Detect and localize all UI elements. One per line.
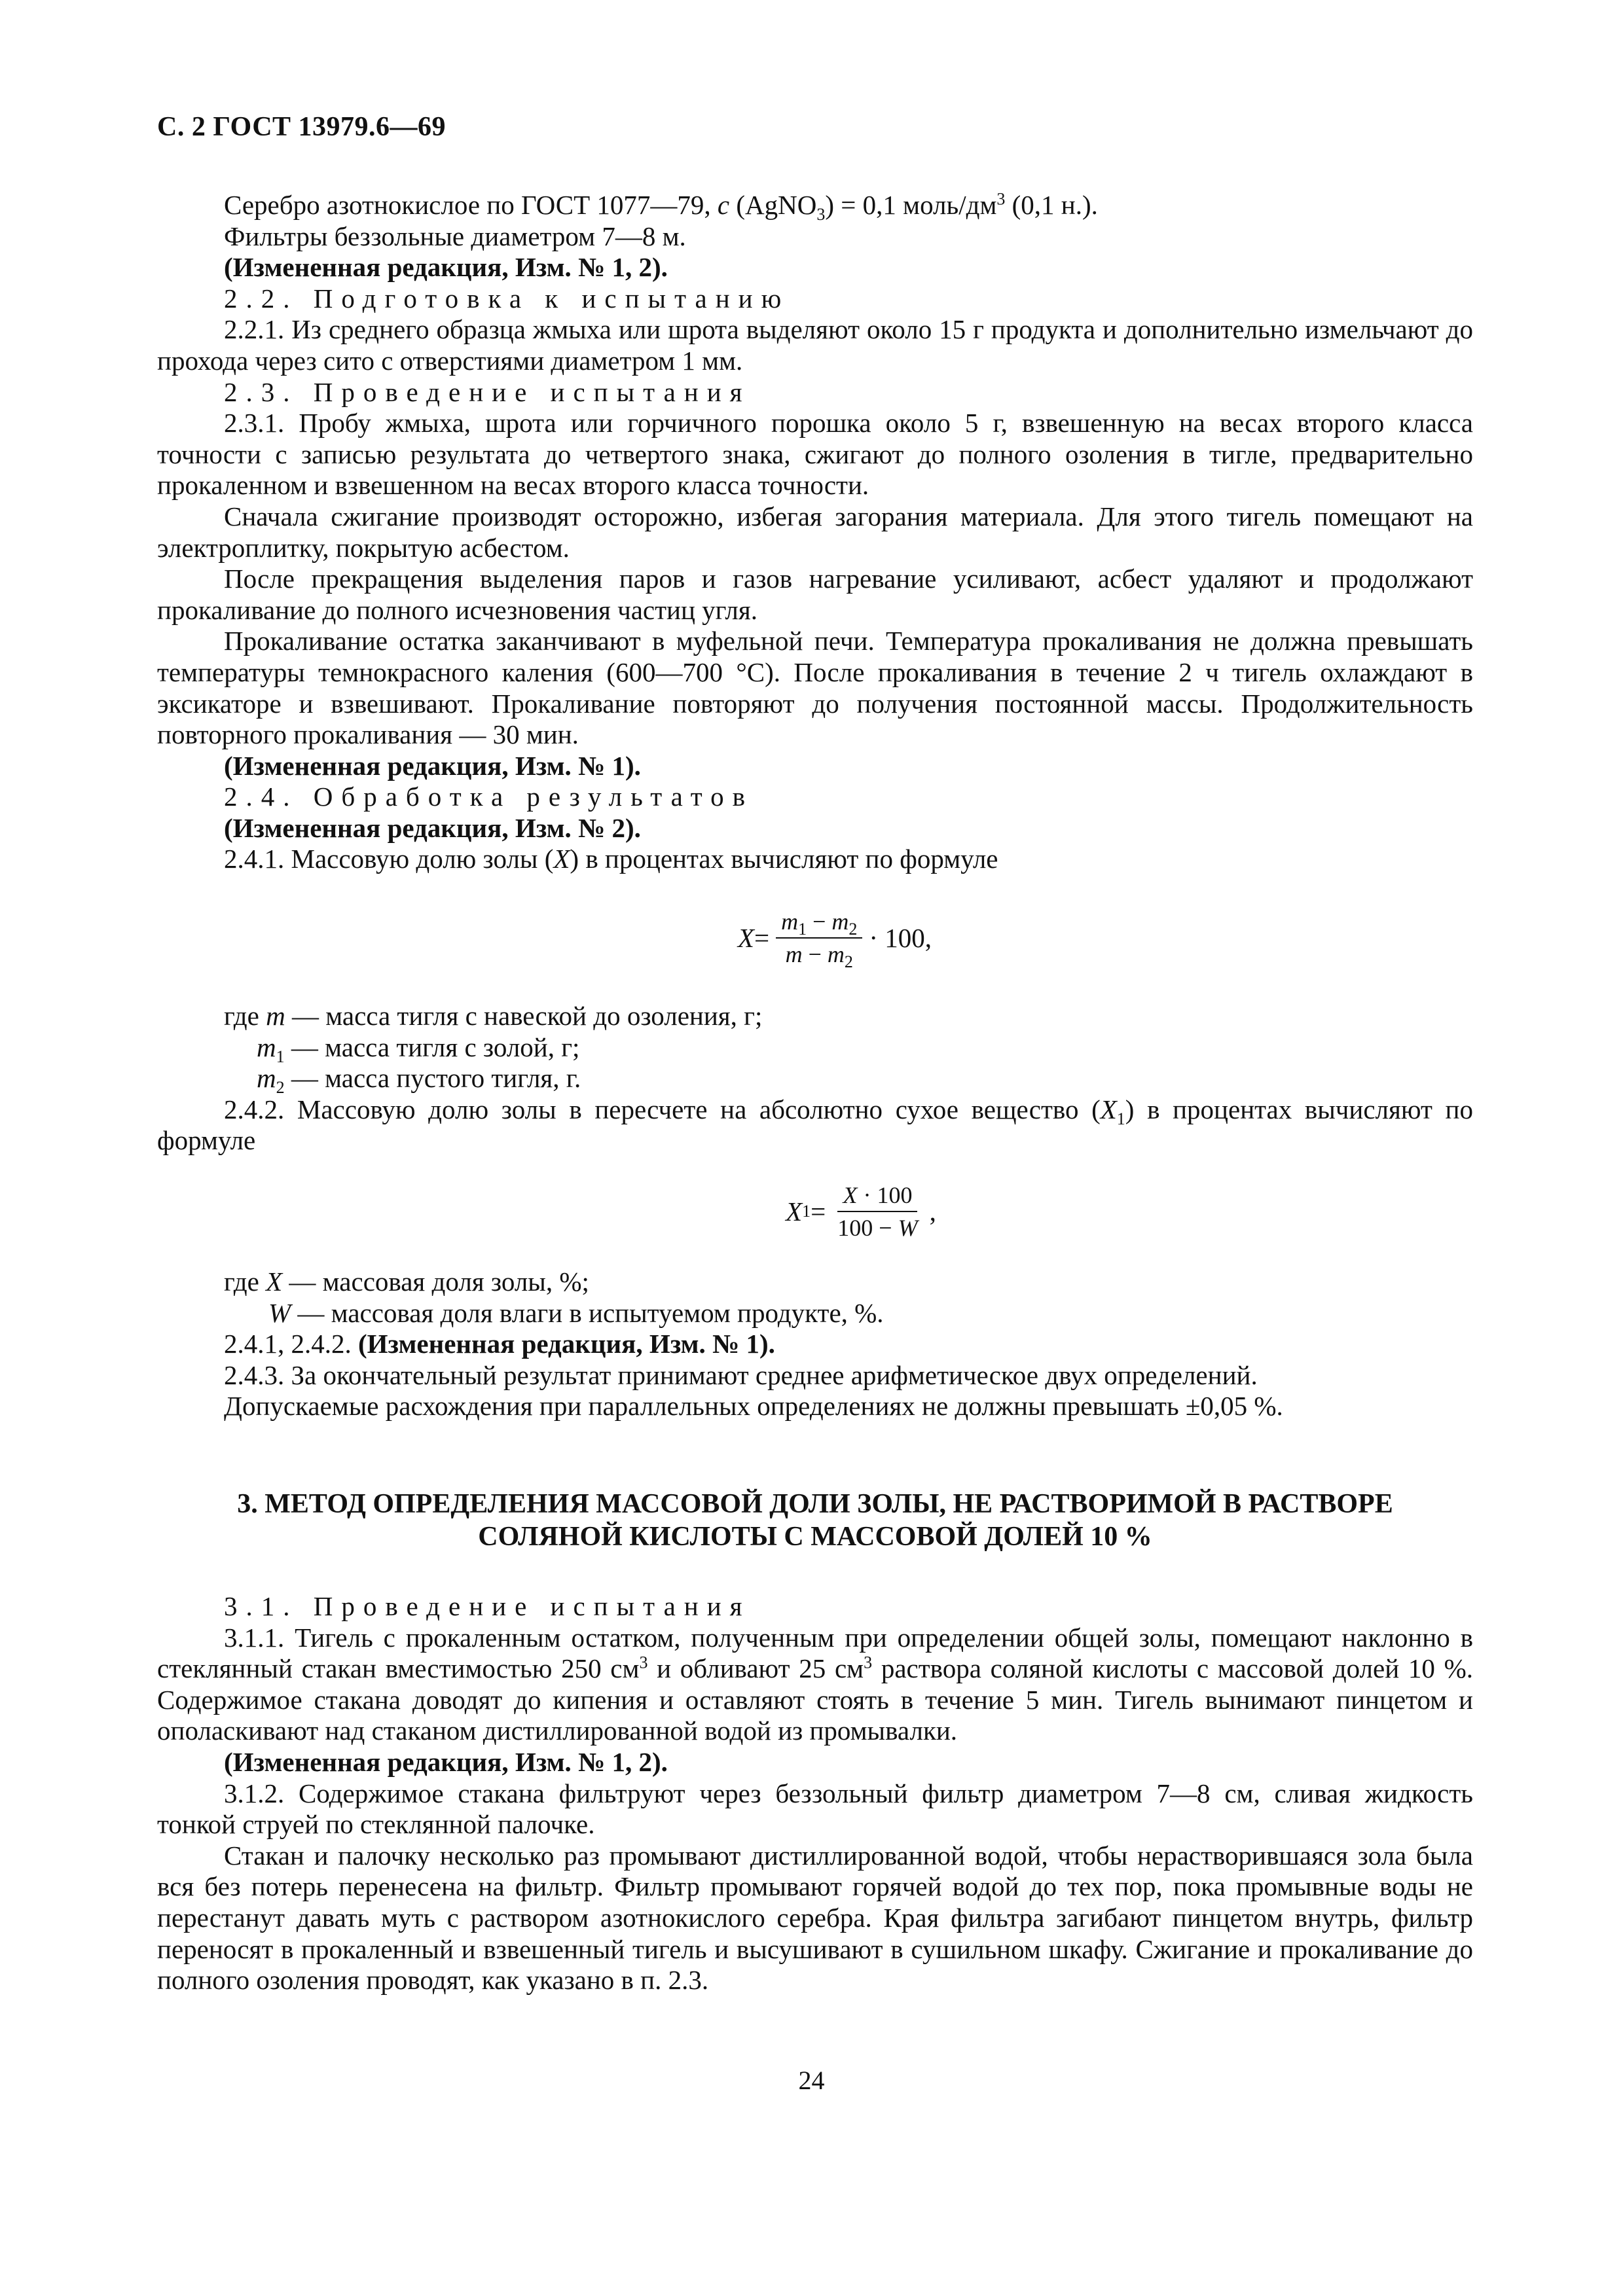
section-heading-2-4: 2.4. Обработка результатов — [224, 781, 754, 812]
formula-dry-basis: X 1 = $\frac{X \cdot 100}{100 - W}$ , — [786, 1182, 936, 1242]
paragraph-filters: Фильтры беззольные диаметром 7—8 м. — [224, 221, 686, 251]
formula-fraction: $\frac{m_1 - m_2}{m - m_2}$ — [776, 910, 862, 966]
variable-definition: где m — масса тигля с навеской до озоления, г; — [224, 1001, 763, 1031]
variable-definition: $m_1$ — масса тигля с золой, г; — [257, 1031, 580, 1066]
amendment-note: (Измененная редакция, Изм. № 2). — [224, 812, 641, 843]
amendment-note: (Измененная редакция, Изм. № 1, 2). — [224, 1746, 668, 1777]
paragraph-calcination: Прокаливание остатка заканчивают в муфельной печи. Температура прокаливания не должна превышать температуры темнокрасного каления (600—700 °С). После прокаливания в течение 2 ч тигель охлаждают в эксикаторе и взвешивают. Прокаливание повторяют до получения постоянной массы. Продолжительность повторного прокаливания — 30 мин. — [157, 626, 1473, 750]
formula-fraction: $\frac{X \cdot 100}{100 - W}$ — [837, 1182, 918, 1242]
formula-ash-fraction: X = $\frac{m_1 - m_2}{m - m_2}$ · 100, — [737, 908, 932, 972]
paragraph-3-1-2: 3.1.2. Содержимое стакана фильтруют через беззольный фильтр диаметром 7—8 см, сливая жидкость тонкой струей по стеклянной палочке. — [157, 1778, 1473, 1840]
section-heading-2-3: 2.3. Проведение испытания — [224, 376, 751, 407]
page-number: 24 — [798, 2066, 825, 2095]
paragraph-2-2-1: 2.2.1. Из среднего образца жмыха или шрота выделяют около 15 г продукта и дополнительно измельчают до прохода через сито с отверстиями диаметром 1 мм. — [157, 314, 1473, 376]
variable-definition: $m_2$ — масса пустого тигля, г. — [257, 1063, 581, 1098]
paragraph-rinse: Стакан и палочку несколько раз промывают дистиллированной водой, чтобы нерастворившаяся зола была вся без потерь перенесена на фильтр. Фильтр промывают горячей водой до тех пор, пока промывные воды не перестанут давать муть с раствором азотнокислого серебра. Края фильтра загибают пинцетом внутрь, фильтр переносят в прокаленный и взвешенный тигель и высушивают в сушильном шкафу. Сжигание и прокаливание до полного озоления проводят, как указано в п. 2.3. — [157, 1840, 1473, 1996]
page-header: С. 2 ГОСТ 13979.6—69 — [157, 112, 447, 142]
section-3-title: 3. МЕТОД ОПРЕДЕЛЕНИЯ МАССОВОЙ ДОЛИ ЗОЛЫ, НЕ РАСТВОРИМОЙ В РАСТВОРЕ СОЛЯНОЙ КИСЛОТЫ С МАССОВОЙ ДОЛЕЙ 10 % — [237, 1489, 1393, 1552]
section-heading-3-1: 3.1. Проведение испытания — [224, 1591, 751, 1621]
paragraph-tolerance: Допускаемые расхождения при параллельных определениях не должны превышать ±0,05 %. — [224, 1391, 1283, 1422]
variable-definition: W — массовая доля влаги в испытуемом продукте, %. — [268, 1297, 884, 1328]
amendment-note: (Измененная редакция, Изм. № 1). — [224, 750, 641, 781]
variable-definition: где X — массовая доля золы, %; — [224, 1266, 589, 1297]
paragraph-2-4-1: 2.4.1. Массовую долю золы (X) в процентах вычисляют по формуле — [224, 844, 998, 874]
paragraph-silver-nitrate: Серебро азотнокислое по ГОСТ 1077—79, c (AgNO$_3$) = 0,1 моль/$дм^3$ (0,1 н.). — [224, 189, 1098, 224]
section-heading-2-2: 2.2. Подготовка к испытанию — [224, 283, 790, 314]
paragraph-2-4-2: 2.4.2. Массовую долю золы в пересчете на абсолютно сухое вещество $(X_1)$ в процентах вычисляют по формуле — [157, 1094, 1473, 1156]
page-content — [157, 190, 1473, 1996]
paragraph-2-4-3: 2.4.3. За окончательный результат принимают среднее арифметическое двух определений. — [224, 1359, 1258, 1390]
amendment-note: (Измененная редакция, Изм. № 1, 2). — [224, 252, 668, 283]
paragraph-3-1-1: 3.1.1. Тигель с прокаленным остатком, полученным при определении общей золы, помещают наклонно в стеклянный стакан вместимостью 250 $см^3$ и обливают 25 $см^3$ раствора соляной кислоты с массовой долей 10 %. Содержимое стакана доводят до кипения и оставляют стоять в течение 5 мин. Тигель вынимают пинцетом и ополаскивают над стаканом дистиллированной водой из промывалки. — [157, 1622, 1473, 1746]
paragraph-burning: Сначала сжигание производят осторожно, избегая загорания материала. Для этого тигель помещают на электроплитку, покрытую асбестом. — [157, 501, 1473, 563]
amendment-note-2-4: 2.4.1, 2.4.2. (Измененная редакция, Изм. № 1). — [224, 1329, 775, 1359]
paragraph-heating: После прекращения выделения паров и газов нагревание усиливают, асбест удаляют и продолжают прокаливание до полного исчезновения частиц угля. — [157, 564, 1473, 625]
paragraph-2-3-1: 2.3.1. Пробу жмыха, шрота или горчичного порошка около 5 г, взвешенную на весах второго класса точности с записью результата до четвертого знака, сжигают до полного озоления в тигле, предварительно прокаленном и взвешенном на весах второго класса точности. — [157, 408, 1473, 501]
